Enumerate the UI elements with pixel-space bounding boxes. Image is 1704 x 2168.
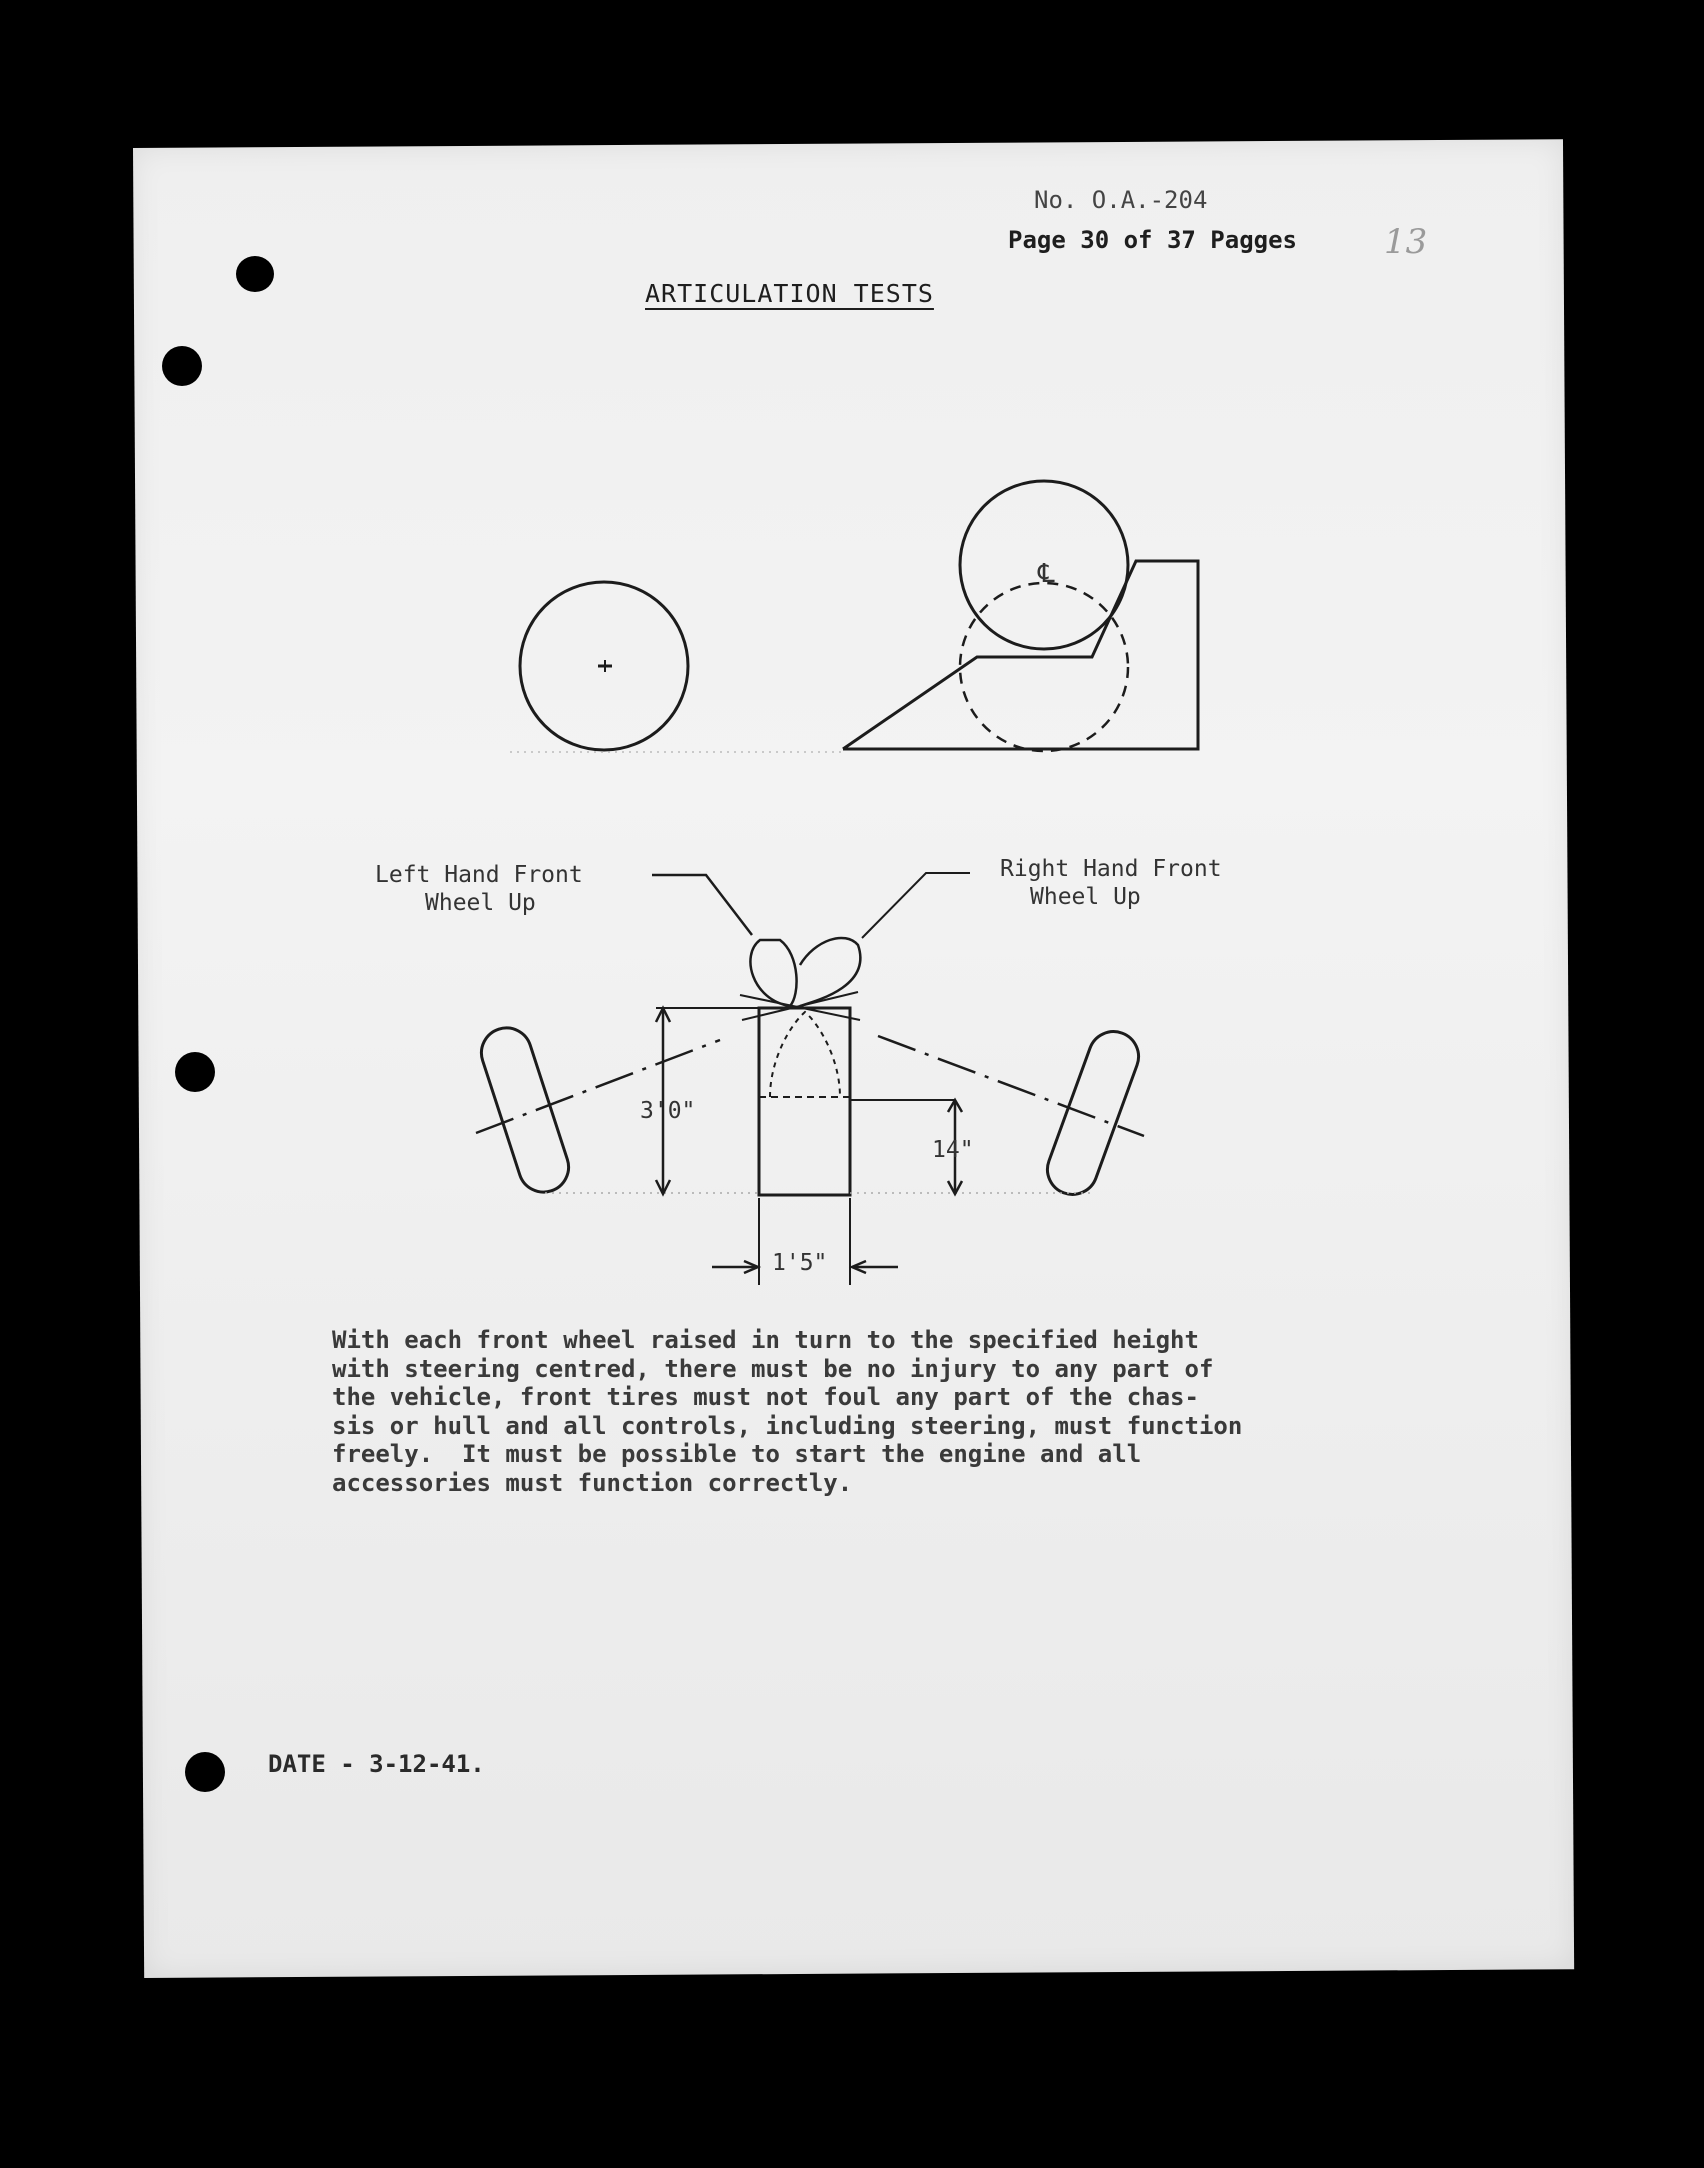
label-left-line1: Left Hand Front xyxy=(375,862,583,888)
paragraph-line: sis or hull and all controls, including steering, must function xyxy=(332,1411,1243,1440)
paragraph-line: with steering centred, there must be no injury to any part of xyxy=(332,1354,1214,1383)
test-description-paragraph xyxy=(332,1326,1392,1497)
dimension-width-label: 1'5" xyxy=(772,1250,828,1276)
paragraph-line: freely. It must be possible to start the engine and all xyxy=(332,1440,1142,1468)
paragraph-line: With each front wheel raised in turn to the specified height xyxy=(332,1326,1199,1354)
document-number: No. O.A.-204 xyxy=(1034,186,1208,214)
wheel-ground-position-circle xyxy=(960,583,1128,751)
leader-left xyxy=(652,875,752,935)
right-axle-line xyxy=(878,1036,1144,1136)
left-side-wheel xyxy=(475,1021,575,1198)
handwritten-page-mark: 13 xyxy=(1384,222,1428,262)
paragraph-line: the vehicle, front tires must not foul any part of the chas- xyxy=(332,1383,1199,1411)
leader-right xyxy=(862,873,970,938)
label-right-line1: Right Hand Front xyxy=(1000,856,1222,882)
centerline-mark: ℄ xyxy=(1038,559,1055,589)
vehicle-body xyxy=(759,1008,850,1195)
left-tire-up-outline xyxy=(750,940,796,1006)
page-title: ARTICULATION TESTS xyxy=(645,279,934,308)
label-right-line2: Wheel Up xyxy=(1030,884,1141,910)
ramp-outline xyxy=(843,561,1198,749)
right-side-wheel xyxy=(1040,1025,1145,1202)
right-tire-up-outline xyxy=(800,938,860,1006)
dimension-height-label: 3'0" xyxy=(640,1098,696,1124)
dimension-lift-label: 14" xyxy=(932,1137,974,1163)
document-date: DATE - 3-12-41. xyxy=(268,1750,485,1778)
page-count: Page 30 of 37 Pagges xyxy=(1008,226,1297,254)
paragraph-line: accessories must function correctly. xyxy=(332,1468,853,1497)
label-left-line2: Wheel Up xyxy=(425,890,536,916)
